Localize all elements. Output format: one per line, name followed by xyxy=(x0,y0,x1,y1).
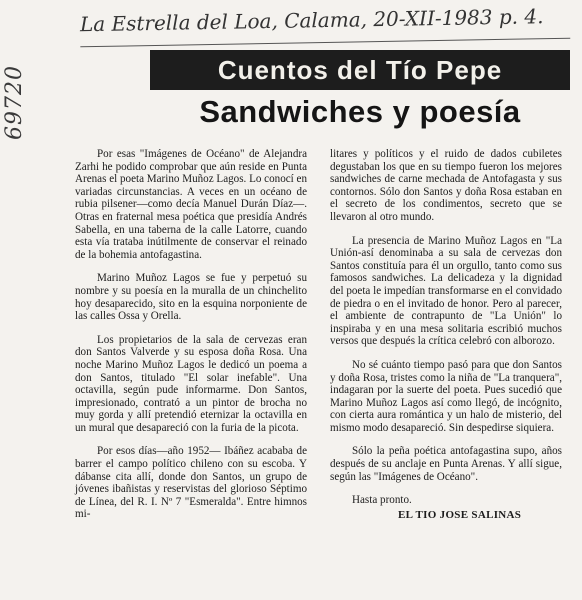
paragraph: La presencia de Marino Muñoz Lagos en "La Unión-así denominaba a su sala de cervezas don Santos constituía para él un orgullo, tanto como sus famosos sandwiches. La delicadeza y la dignidad del poeta le impedían transformarse en el convidado de piedra o en el invitado de honor. Pero al parecer, el ambiente de contrapunto de "La Unión" lo inspiraba y en una mesa solitaria escribió muchos versos que después la crítica celebró con alborozo. xyxy=(330,234,562,348)
article-headline: Sandwiches y poesía xyxy=(199,94,521,129)
handwritten-catalog-number: 69720 xyxy=(2,65,27,140)
paragraph: Hasta pronto. xyxy=(352,494,412,507)
paragraph: Sólo la peña poética antofagastina supo, años después de su anclaje en Punta Arenas. Y allí sigue, según las "Imágenes de Océano". xyxy=(330,445,562,483)
paragraph: Marino Muñoz Lagos se fue y perpetuó su nombre y su poesía en la muralla de un chinchelito hoy desaparecido, sito en la esquina norponiente de las calles Ossa y Orella. xyxy=(75,272,307,323)
author-signature: EL TIO JOSE SALINAS xyxy=(398,508,522,521)
paragraph: litares y políticos y el ruido de dados cubiletes degustaban los que en su tiempo fueron los mejores sandwiches de carne mechada de Antofagasta y sus contornos. Sólo don Santos y doña Rosa estaban en el secreto de los condimentos, secreto que se llevaron al otro mundo. xyxy=(330,148,562,223)
column-title: Cuentos del Tío Pepe xyxy=(217,54,503,85)
paragraph: Por esos días—año 1952— Ibáñez acababa de barrer el campo político chileno con su escoba. Y dábanse cita allí, donde don Santos, un grupo de jóvenes ibañistas y reservistas del glorioso Séptimo de Línea, del R. I. Nº 7 "Esmeralda". Entre himnos mi- xyxy=(75,445,307,521)
article-column-right xyxy=(330,148,562,593)
handwritten-source-note: La Estrella del Loa, Calama, 20-XII-1983 p. 4. xyxy=(80,4,571,48)
article-column-left xyxy=(75,148,307,593)
paragraph: Los propietarios de la sala de cervezas eran don Santos Valverde y su esposa doña Rosa. Una noche Marino Muñoz Lagos le dedicó un poema a don Santos, titulado "El solar inefable". Una octavilla, según pude informarme. Don Santos, impresionado, contrató a un pintor de brocha no muy gorda y allí pretendió eternizar la octavilla en un mural que desapareció con la furia de la picota. xyxy=(75,333,307,434)
paragraph: No sé cuánto tiempo pasó para que don Santos y doña Rosa, tristes como la niña de "La tranquera", indagaran por la suerte del poeta. Pues sucedió que Marino Muñoz Lagos así como llegó, de incógnito, con cierta aura romántica y un halo de misterio, del mismo modo desapareció. Sin despedirse siquiera. xyxy=(330,358,562,434)
paragraph: Por esas "Imágenes de Océano" de Alejandra Zarhi he podido comprobar que aún reside en Punta Arenas el poeta Marino Muñoz Lagos. Lo conocí en variadas circunstancias. A veces en un océano de rubia pilsener—como decía Manuel Durán Díaz—. Otras en fraternal mesa poética que presidía Andrés Sabella, en una taberna de la calle Latorre, cuando esta vía trataba inútilmente de conservar el reinado de la bohemia antofagastina. xyxy=(75,148,307,261)
column-banner xyxy=(150,50,570,90)
